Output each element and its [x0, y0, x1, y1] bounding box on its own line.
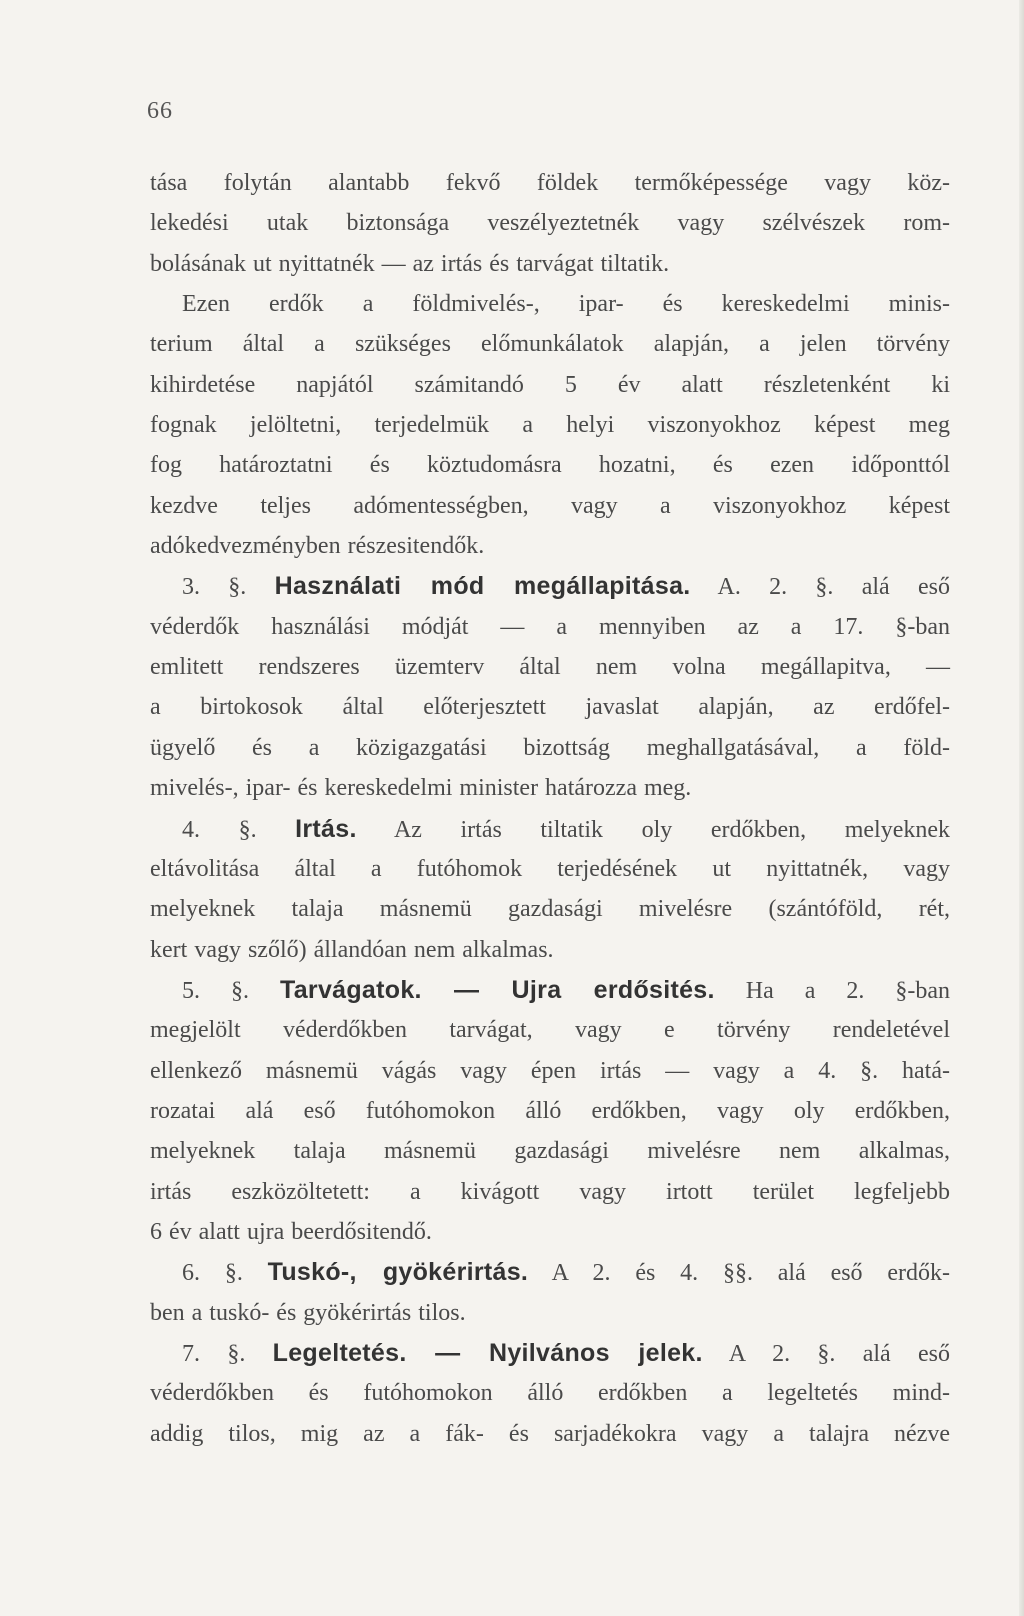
section-text: Ha a 2. §-ban [714, 977, 951, 1004]
text-line: lekedési utak biztonsága veszélyeztetnék vagy szélvészek rom- [150, 210, 950, 237]
text-line: adókedvezményben részesitendők. [150, 533, 485, 560]
text-line: melyeknek talaja másnemü gazdasági mivelésre nem alkalmas, [150, 1138, 950, 1165]
text-line: eltávolitása által a futóhomok terjedésének ut nyittatnék, vagy [150, 855, 950, 882]
text-line: rozatai alá eső futóhomokon álló erdőkben, vagy oly erdőkben, [150, 1097, 950, 1124]
text-line: emlitett rendszeres üzemterv által nem volna megállapitva, — [150, 654, 950, 681]
section-text: A. 2. §. alá eső [690, 574, 950, 601]
text-line: kezdve teljes adómentességben, vagy a viszonyokhoz képest [150, 492, 950, 519]
text-line: fog határoztatni és köztudomásra hozatni, és ezen időponttól [150, 452, 950, 479]
section-number: 4. §. [182, 816, 296, 843]
section-6-heading-line [150, 1252, 950, 1292]
text-line: fognak jelöltetni, terjedelmük a helyi viszonyokhoz képest meg [150, 412, 950, 439]
text-line: bolásának ut nyittatnék — az irtás és tarvágat tiltatik. [150, 250, 670, 277]
page-edge [1019, 0, 1024, 1616]
text-line: mivelés-, ipar- és kereskedelmi minister határozza meg. [150, 775, 692, 802]
text-line: ellenkező másnemü vágás vagy épen irtás — vagy a 4. §. hatá- [150, 1057, 950, 1084]
section-title: Legeltetés. — Nyilvános jelek. [272, 1338, 703, 1367]
text-line: kert vagy szőlő) állandóan nem alkalmas. [150, 936, 554, 963]
text-line: megjelölt véderdőkben tarvágat, vagy e törvény rendeletével [150, 1017, 950, 1044]
section-title: Tarvágatok. — Ujra erdősités. [280, 975, 715, 1004]
text-line: tása folytán alantabb fekvő földek termőképessége vagy köz- [150, 170, 950, 196]
section-text: Az irtás tiltatik oly erdőkben, melyeknek [356, 816, 950, 843]
section-text: A 2. §. alá eső [702, 1340, 951, 1367]
page-number: 66 [147, 98, 173, 124]
text-line: ben a tuskó- és gyökérirtás tilos. [150, 1299, 466, 1326]
section-5-heading-line [150, 970, 950, 1010]
text-line: terium által a szükséges előmunkálatok alapján, a jelen törvény [150, 331, 950, 358]
text-line: kihirdetése napjától számitandó 5 év alatt részletenként ki [150, 371, 950, 398]
text-line: véderdők használási módját — a mennyiben az a 17. §-ban [150, 613, 950, 640]
text-line: addig tilos, mig az a fák- és sarjadékokra vagy a talajra nézve [150, 1420, 950, 1447]
text-line: véderdőkben és futóhomokon álló erdőkben a legeltetés mind- [150, 1380, 950, 1407]
text-line: irtás eszközöltetett: a kivágott vagy irtott terület legfeljebb [150, 1178, 950, 1205]
section-text: A 2. és 4. §§. alá eső erdők- [528, 1260, 951, 1287]
section-title: Tuskó-, gyökérirtás. [267, 1258, 529, 1287]
text-line: melyeknek talaja másnemü gazdasági mivelésre (szántóföld, rét, [150, 896, 950, 923]
section-number: 5. §. [182, 977, 280, 1004]
section-number: 6. §. [182, 1260, 268, 1287]
section-title: Irtás. [295, 814, 357, 843]
text-line: 6 év alatt ujra beerdősitendő. [150, 1218, 432, 1245]
text-line: Ezen erdők a földmivelés-, ipar- és kereskedelmi minis- [182, 291, 950, 318]
section-7-heading-line [150, 1333, 950, 1373]
text-line: ügyelő és a közigazgatási bizottság meghallgatásával, a föld- [150, 734, 950, 761]
section-number: 3. §. [182, 574, 275, 601]
section-4-heading-line [150, 809, 950, 849]
section-3-heading-line [150, 566, 950, 606]
section-title: Használati mód megállapitása. [274, 572, 691, 601]
section-number: 7. §. [182, 1340, 273, 1367]
body-text [150, 163, 950, 1454]
text-line: a birtokosok által előterjesztett javaslat alapján, az erdőfel- [150, 694, 950, 721]
